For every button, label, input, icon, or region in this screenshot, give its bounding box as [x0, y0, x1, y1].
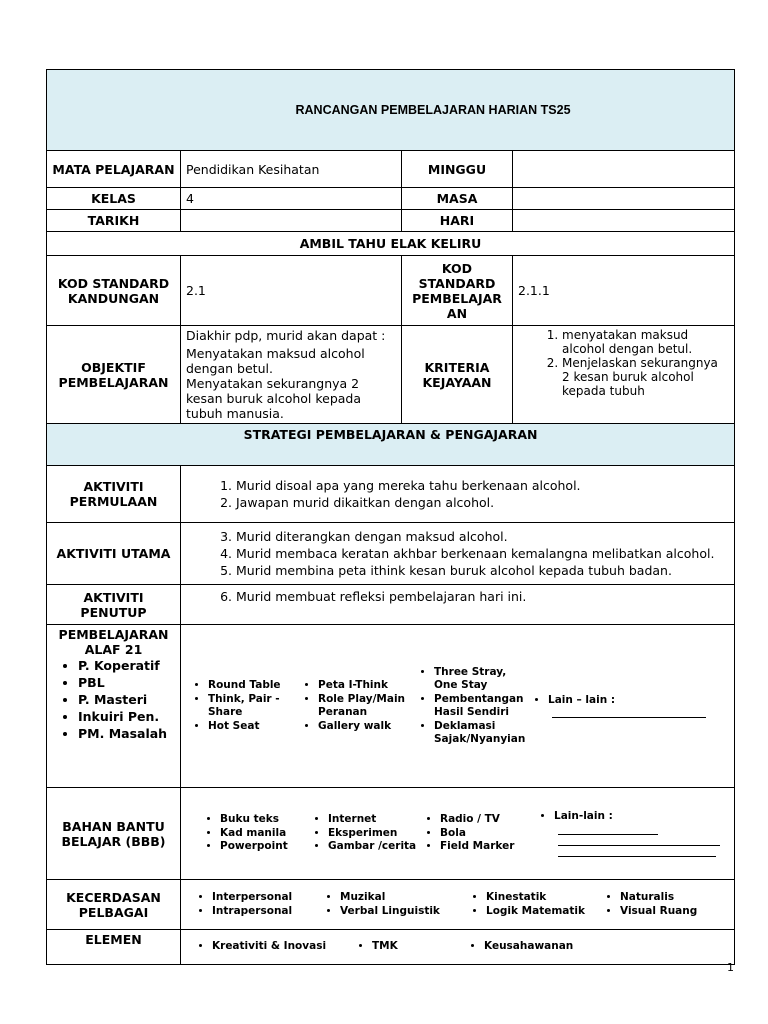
utama-content[interactable] — [181, 523, 735, 585]
alaf21-option: • Peta I-Think — [318, 679, 412, 693]
row-objektif — [47, 326, 735, 424]
topic-title: AMBIL TAHU ELAK KELIRU — [47, 232, 735, 256]
kecerdasan-option: • Visual Ruang — [620, 905, 718, 919]
ksp-label-line: PEMBELAJAR — [412, 290, 502, 306]
alaf21-label: PEMBELAJARAN ALAF 21 — [58, 627, 169, 657]
utama-list — [186, 529, 729, 578]
page-title: RANCANGAN PEMBELAJARAN HARIAN TS25 — [47, 70, 735, 151]
row-permulaan — [47, 466, 735, 523]
bbb-blank-line[interactable] — [558, 824, 658, 835]
row-strategi — [47, 424, 735, 466]
elemen-label: ELEMEN — [47, 930, 181, 965]
bbb-option: • Radio / TV — [440, 813, 532, 827]
row-topic — [47, 232, 735, 256]
objektif-content[interactable] — [181, 326, 402, 424]
bbb-option: • Internet — [328, 813, 418, 827]
utama-label: AKTIVITI UTAMA — [47, 523, 181, 585]
kecerdasan-option: • Interpersonal — [212, 891, 318, 905]
objektif-label: OBJEKTIF PEMBELAJARAN — [47, 326, 181, 424]
alaf21-option: • Hot Seat — [208, 720, 296, 734]
permulaan-label: AKTIVITI PERMULAAN — [47, 466, 181, 523]
kecerdasan-options[interactable] — [181, 880, 735, 930]
bbb-col3 — [418, 813, 532, 854]
ksk-value[interactable]: 2.1 — [181, 256, 402, 326]
bbb-option: • Kad manila — [220, 827, 306, 841]
bbb-option: • Lain-lain : — [554, 810, 728, 824]
mata-pelajaran-label: MATA PELAJARAN — [47, 151, 181, 188]
minggu-label: MINGGU — [402, 151, 513, 188]
row-bbb — [47, 788, 735, 880]
alaf21-label-cell — [47, 625, 181, 788]
masa-value[interactable] — [513, 188, 735, 210]
bbb-label: BAHAN BANTU BELAJAR (BBB) — [47, 788, 181, 880]
row-standard — [47, 256, 735, 326]
activity-item: 6. Murid membuat refleksi pembelajaran hari ini. — [236, 589, 729, 604]
ksp-label-line: STANDARD — [418, 275, 496, 291]
objektif-line: Menyatakan sekurangnya 2 kesan buruk alcohol kepada tubuh manusia. — [186, 376, 362, 421]
ksp-label-line: KOD — [441, 260, 473, 276]
kecerdasan-option: • Intrapersonal — [212, 905, 318, 919]
bbb-option: • Buku teks — [220, 813, 306, 827]
kecerdasan-label: KECERDASAN PELBAGAI — [47, 880, 181, 930]
bbb-blank-line[interactable] — [558, 835, 720, 846]
row-alaf21 — [47, 625, 735, 788]
elemen-option: • TMK — [372, 940, 462, 954]
ksk-label: KOD STANDARD KANDUNGAN — [47, 256, 181, 326]
elemen-col1 — [190, 940, 350, 954]
row-tarikh — [47, 210, 735, 232]
kecerdasan-col1 — [190, 891, 318, 918]
alaf21-option: • Three Stray, One Stay — [434, 666, 526, 693]
kriteria-content[interactable] — [513, 326, 735, 424]
kecerdasan-option: • Logik Matematik — [486, 905, 598, 919]
alaf21-subitem: • P. Masteri — [78, 691, 175, 708]
alaf21-option: • Gallery walk — [318, 720, 412, 734]
kriteria-item: 2. Menjelaskan sekurangnya 2 kesan buruk alcohol kepada tubuh — [562, 356, 729, 398]
minggu-value[interactable] — [513, 151, 735, 188]
elemen-option: • Keusahawanan — [484, 940, 612, 954]
permulaan-content[interactable] — [181, 466, 735, 523]
alaf21-blank-line[interactable] — [552, 707, 706, 718]
kecerdasan-option: • Muzikal — [340, 891, 464, 905]
activity-item: 5. Murid membina peta ithink kesan buruk alcohol kepada tubuh badan. — [236, 563, 729, 578]
alaf21-option: • Think, Pair - Share — [208, 693, 296, 720]
alaf21-subitem: • PBL — [78, 674, 175, 691]
row-elemen — [47, 930, 735, 965]
bbb-col4 — [532, 810, 728, 824]
kelas-label: KELAS — [47, 188, 181, 210]
bbb-option: • Bola — [440, 827, 532, 841]
alaf21-option: • Lain – lain : — [548, 694, 716, 708]
masa-label: MASA — [402, 188, 513, 210]
bbb-options[interactable] — [181, 788, 735, 880]
elemen-option: • Kreativiti & Inovasi — [212, 940, 350, 954]
objektif-intro: Diakhir pdp, murid akan dapat : — [186, 328, 386, 343]
activity-item: 1. Murid disoal apa yang mereka tahu berkenaan alcohol. — [236, 478, 729, 493]
bbb-option: • Eksperimen — [328, 827, 418, 841]
alaf21-sublist — [52, 657, 175, 742]
kecerdasan-col4 — [598, 891, 718, 918]
row-mata-pelajaran — [47, 151, 735, 188]
penutup-label: AKTIVITI PENUTUP — [47, 585, 181, 625]
hari-value[interactable] — [513, 210, 735, 232]
alaf21-col2 — [296, 679, 412, 733]
ksp-label — [402, 256, 513, 326]
page-number: 1 — [727, 961, 734, 974]
objektif-line: Menyatakan maksud alcohol dengan betul. — [186, 346, 365, 376]
penutup-list — [186, 589, 729, 604]
alaf21-subitem: • P. Koperatif — [78, 657, 175, 674]
tarikh-label: TARIKH — [47, 210, 181, 232]
activity-item: 3. Murid diterangkan dengan maksud alcohol. — [236, 529, 729, 544]
alaf21-options[interactable] — [181, 625, 735, 788]
alaf21-subitem: • PM. Masalah — [78, 725, 175, 742]
elemen-col2 — [350, 940, 462, 954]
hari-label: HARI — [402, 210, 513, 232]
kecerdasan-col3 — [464, 891, 598, 918]
kecerdasan-col2 — [318, 891, 464, 918]
row-penutup — [47, 585, 735, 625]
alaf21-col4 — [526, 694, 716, 708]
alaf21-option: • Pembentangan Hasil Sendiri — [434, 693, 526, 720]
kriteria-item: 1. menyatakan maksud alcohol dengan betul. — [562, 328, 729, 356]
row-kecerdasan — [47, 880, 735, 930]
activity-item: 2. Jawapan murid dikaitkan dengan alcohol. — [236, 495, 729, 510]
mata-pelajaran-value[interactable]: Pendidikan Kesihatan — [181, 151, 402, 188]
kelas-value[interactable]: 4 — [181, 188, 402, 210]
permulaan-list — [186, 478, 729, 510]
ksp-label-line: AN — [446, 305, 468, 321]
activity-item: 4. Murid membaca keratan akhbar berkenaan kemalangna melibatkan alcohol. — [236, 546, 729, 561]
bbb-blank-line[interactable] — [558, 846, 716, 857]
row-utama — [47, 523, 735, 585]
bbb-col1 — [198, 813, 306, 854]
header-row — [47, 70, 735, 151]
lesson-plan-table — [46, 69, 735, 965]
elemen-col3 — [462, 940, 612, 954]
ksp-value[interactable]: 2.1.1 — [513, 256, 735, 326]
bbb-option: • Powerpoint — [220, 840, 306, 854]
alaf21-subitem: • Inkuiri Pen. — [78, 708, 175, 725]
alaf21-option: • Deklamasi Sajak/Nyanyian — [434, 720, 526, 747]
kriteria-list — [518, 328, 729, 398]
strategi-title: STRATEGI PEMBELAJARAN & PENGAJARAN — [47, 424, 735, 466]
alaf21-col1 — [186, 679, 296, 733]
alaf21-col3 — [412, 666, 526, 747]
alaf21-option: • Round Table — [208, 679, 296, 693]
kriteria-label: KRITERIA KEJAYAAN — [402, 326, 513, 424]
row-kelas — [47, 188, 735, 210]
kecerdasan-option: • Kinestatik — [486, 891, 598, 905]
kecerdasan-option: • Naturalis — [620, 891, 718, 905]
tarikh-value[interactable] — [181, 210, 402, 232]
bbb-option: • Field Marker — [440, 840, 532, 854]
elemen-options[interactable] — [181, 930, 735, 965]
alaf21-option: • Role Play/Main Peranan — [318, 693, 412, 720]
penutup-content[interactable] — [181, 585, 735, 625]
kecerdasan-option: • Verbal Linguistik — [340, 905, 464, 919]
bbb-col2 — [306, 813, 418, 854]
bbb-option: • Gambar /cerita — [328, 840, 418, 854]
